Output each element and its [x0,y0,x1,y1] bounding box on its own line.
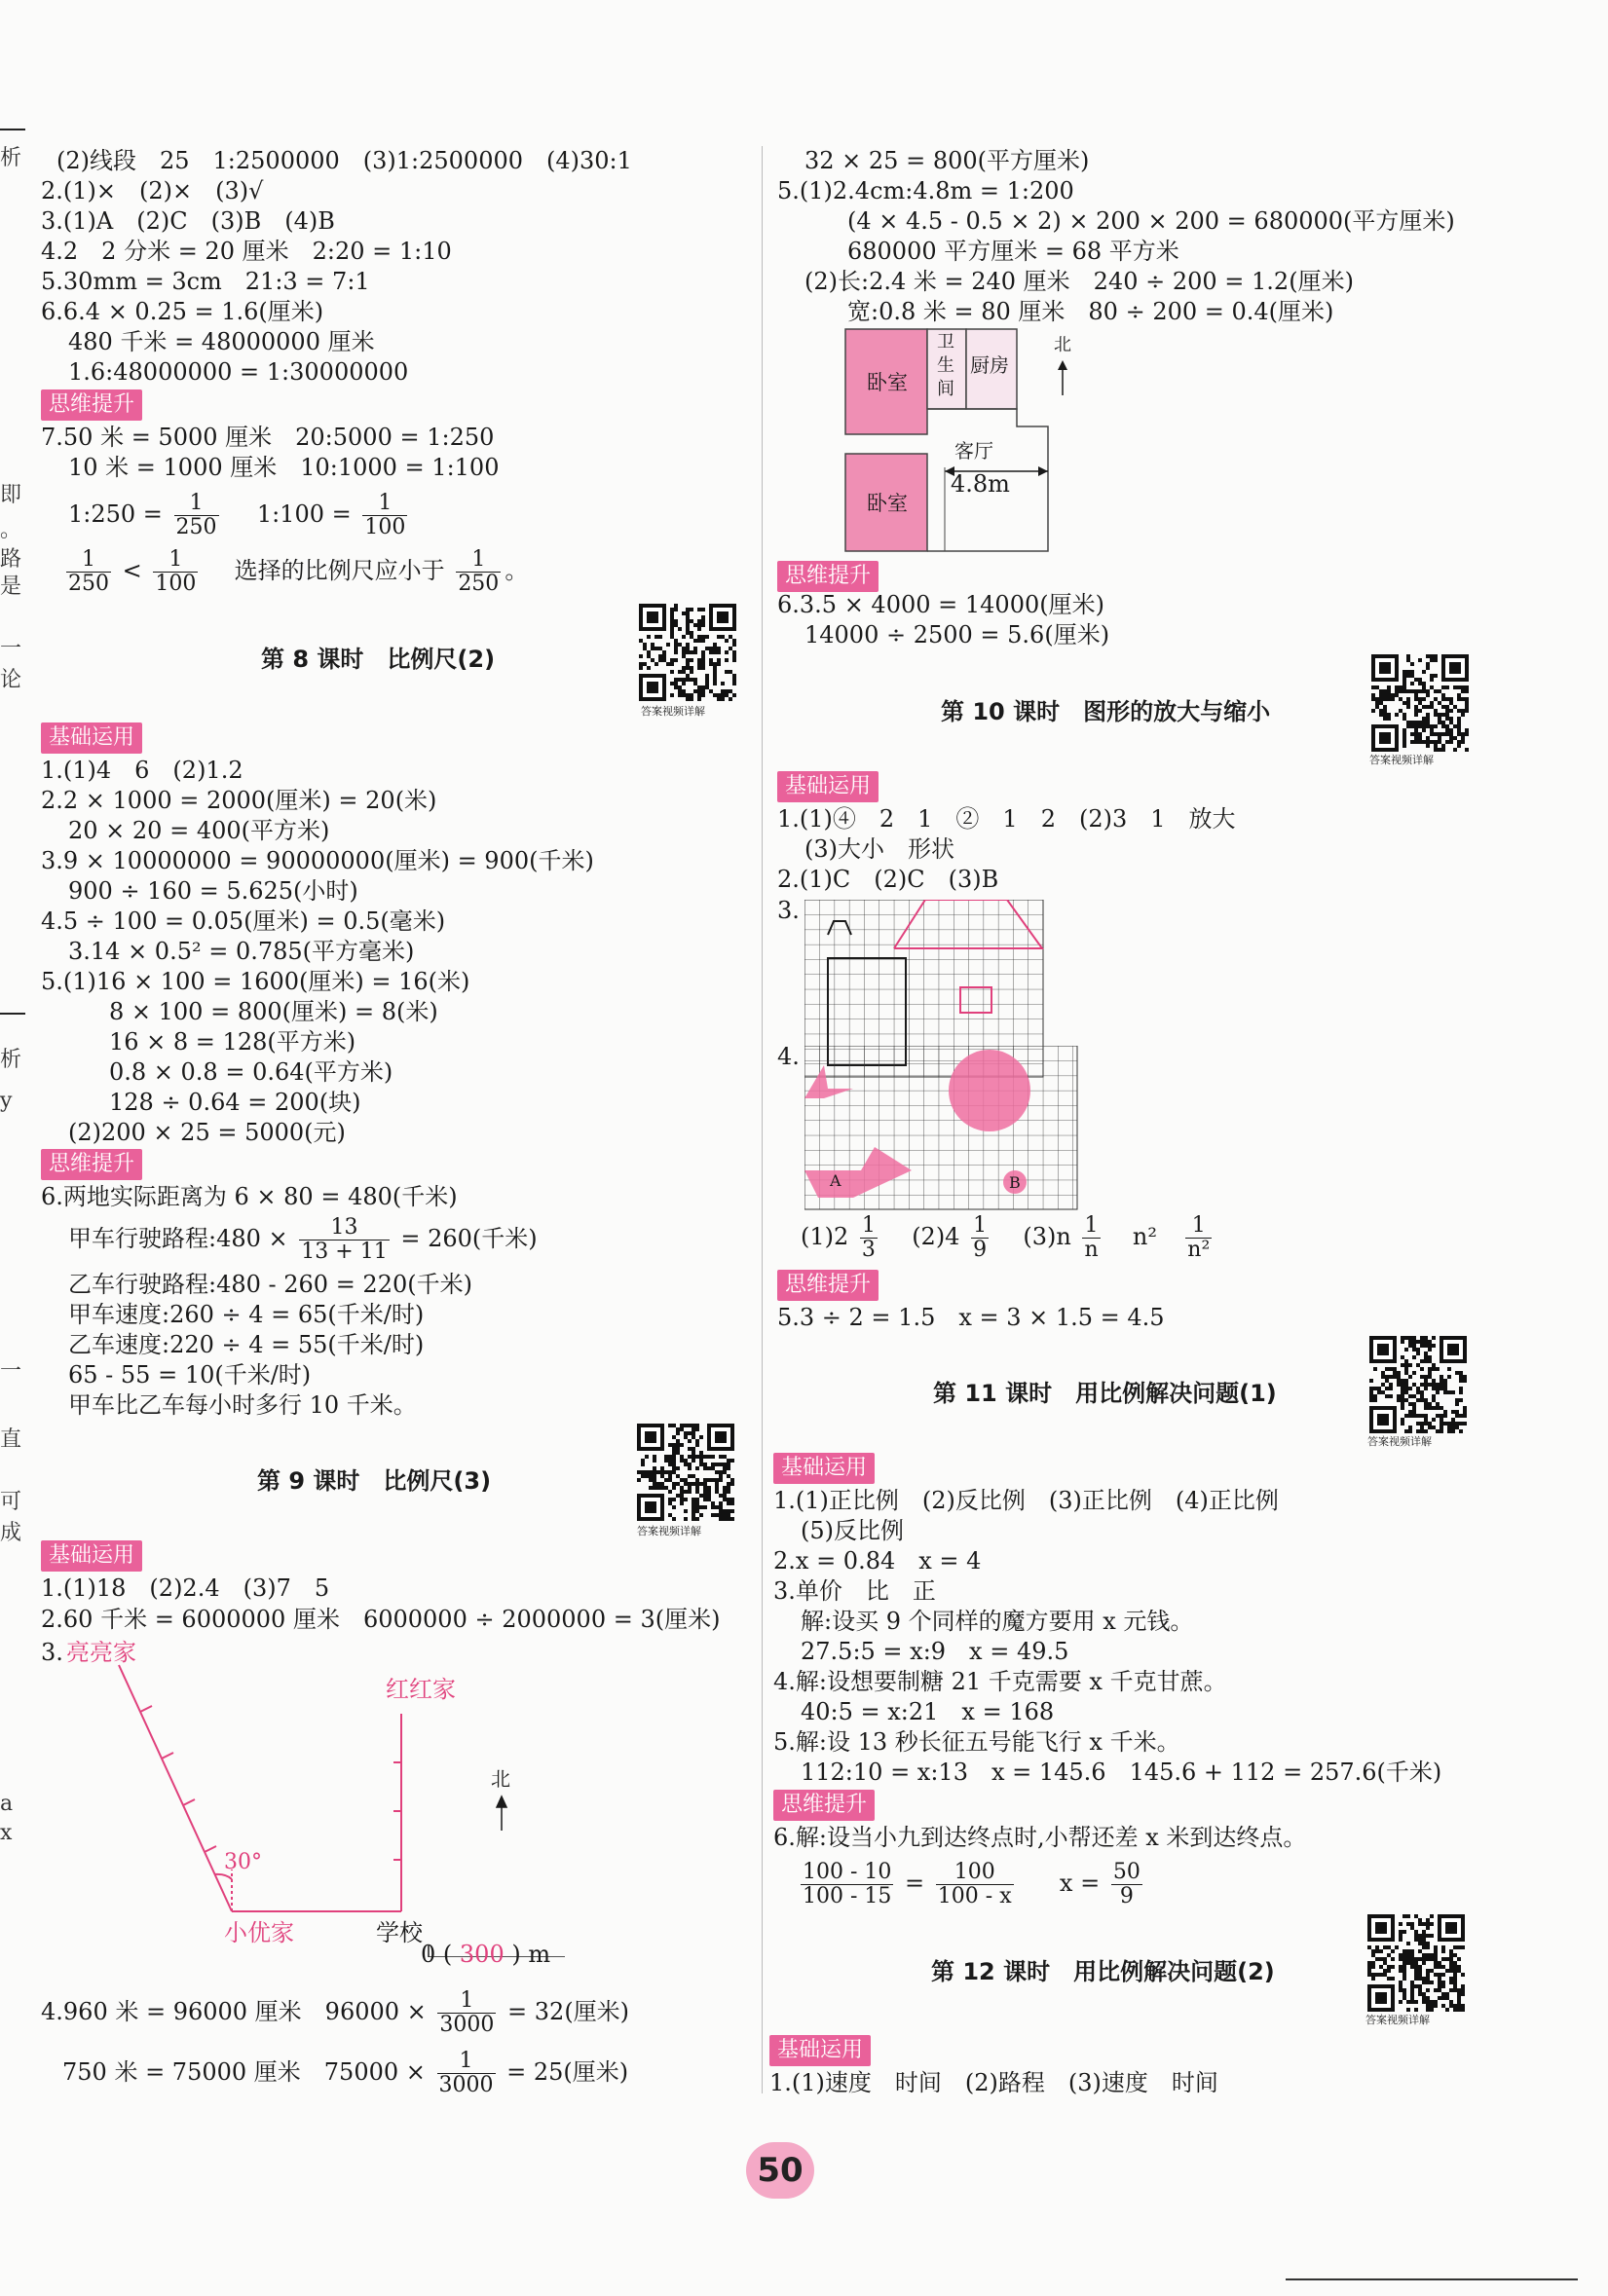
answer-line: 1.6:48000000 = 1:30000000 [68,358,409,386]
less-than: < [122,557,142,584]
answer-line: 4.解:设想要制糖 21 千克需要 x 千克甘蔗。 [773,1668,1227,1695]
answer-line: 4.5 ÷ 100 = 0.05(厘米) = 0.5(毫米) [41,907,446,935]
kitchen-label: 厨房 [970,353,1009,377]
question-number: 4. [777,1043,800,1070]
answer-line: 14000 ÷ 2500 = 5.6(厘米) [804,621,1110,648]
ratio-row: (1)2 $\frac{1}{3}$ (2)4 $\frac{1}{9}$ (3)n $\frac{1}{n}$ n² $\frac{1}{\text{n²}}$ [801,1213,1211,1262]
edge-rule [0,129,25,130]
map-diagram [58,1636,643,1957]
grid-figure-4 [804,1046,1079,1215]
bottom-rule [1286,2278,1578,2280]
qr-caption: 答案视频详解 [637,1525,701,1537]
answer-line: 6.6.4 × 0.25 = 1.6(厘米) [41,298,324,325]
answer-line: 2.(1)C (2)C (3)B [777,866,999,893]
jichu-tag: 基础运用 [41,722,142,754]
answer-line: (2)线段 25 1:2500000 (3)1:2500000 (4)30:1 [56,147,632,174]
section-title-10: 第 10 课时 图形的放大与缩小 [941,698,1271,725]
answer-line: 900 ÷ 160 = 5.625(小时) [68,877,358,905]
edge-char: a [0,1792,14,1816]
siwei-tag: 思维提升 [777,1270,879,1301]
edge-char: 即 [0,483,22,507]
section-title-8: 第 8 课时 比例尺(2) [261,646,496,673]
fraction: $\frac{100}{100 - x}$ [937,1860,1012,1908]
answer-line: 65 - 55 = 10(千米/时) [68,1361,312,1389]
siwei-tag: 思维提升 [773,1790,875,1821]
school-label: 学校 [376,1919,423,1946]
floor-plan [843,327,1097,557]
honghong-home-label: 红红家 [386,1676,456,1703]
liangliang-home-label: 亮亮家 [66,1639,136,1666]
jichu-tag: 基础运用 [41,1540,142,1572]
answer-line: 甲车速度:260 ÷ 4 = 65(千米/时) [68,1301,425,1328]
edge-rule [0,1013,25,1015]
point-b-label: B [1009,1173,1021,1192]
answer-line: (2)长:2.4 米 = 240 厘米 240 ÷ 200 = 1.2(厘米) [804,268,1354,295]
edge-char: 论 [0,668,22,692]
answer-line: 5.(1)16 × 100 = 1600(厘米) = 16(米) [41,968,470,995]
answer-line: 6.解:设当小九到达终点时,小帮还差 x 米到达终点。 [773,1824,1307,1851]
answer-line: 1.(1)速度 时间 (2)路程 (3)速度 时间 [769,2069,1218,2096]
answer-line: 32 × 25 = 800(平方厘米) [804,147,1090,174]
equation-row: $\frac{100 - 10}{100 - 15}$ = $\frac{100}{100 - x}$ x = $\frac{50}{9}$ [803,1860,1141,1908]
edge-char: 成 [0,1521,22,1545]
answer-line: 乙车行驶路程:480 - 260 = 220(千米) [68,1271,472,1298]
fraction: $\frac{13}{13 + 11}$ [301,1215,388,1264]
answer-line: 112:10 = x:13 x = 145.6 145.6 + 112 = 257.6(千米) [801,1759,1442,1786]
edge-char: 。 [0,518,22,542]
edge-char: 一 [0,637,22,661]
angle-label: 30° [224,1850,262,1874]
bedroom-label: 卧室 [867,492,908,515]
answer-line: 2.60 千米 = 6000000 厘米 6000000 ÷ 2000000 = 3(厘米) [41,1606,721,1633]
answer-line: 3.单价 比 正 [773,1577,936,1605]
fraction: $\frac{1}{3}$ [861,1213,876,1262]
bedroom-label: 卧室 [867,371,908,394]
fraction: $\frac{1}{250}$ [458,547,500,596]
qr-code-icon [1367,1914,1465,2012]
edge-char: 析 [0,1048,22,1072]
fraction-compare: $\frac{1}{250}$ < $\frac{1}{100}$ 选择的比例尺应小于 $\frac{1}{250}$ 。 [68,547,529,596]
answer-line: 5.(1)2.4cm:4.8m = 1:200 [777,177,1074,204]
answer-line: 2.2 × 1000 = 2000(厘米) = 20(米) [41,787,437,814]
section-title-12: 第 12 课时 用比例解决问题(2) [931,1958,1275,1985]
jichu-tag: 基础运用 [769,2035,871,2066]
answer-line: 128 ÷ 0.64 = 200(块) [109,1089,361,1116]
xiaoyou-home-label: 小优家 [224,1919,294,1946]
fraction: $\frac{1}{\text{n²}}$ [1187,1213,1211,1262]
answer-line: 3.14 × 0.5² = 0.785(平方毫米) [68,938,415,965]
fraction: $\frac{1}{250}$ [68,547,109,596]
qr-caption: 答案视频详解 [1365,2014,1430,2026]
answer-line: 2.x = 0.84 x = 4 [773,1547,982,1574]
fraction: $\frac{1}{3000}$ [439,1988,495,2037]
answer-line: 5.3 ÷ 2 = 1.5 x = 3 × 1.5 = 4.5 [777,1304,1165,1331]
answer-line: 5.解:设 13 秒长征五号能飞行 x 千米。 [773,1728,1180,1756]
siwei-tag: 思维提升 [41,1149,142,1180]
answer-line: 10 米 = 1000 厘米 10:1000 = 1:100 [68,454,500,481]
fraction: $\frac{100 - 10}{100 - 15}$ [803,1860,892,1908]
fraction: $\frac{1}{n}$ [1084,1213,1099,1262]
scale-bar: 0 ( 300 ) m [421,1941,551,1968]
edge-char: y [0,1089,13,1113]
fraction-row: 甲车行驶路程:480 × $\frac{13}{13 + 11}$ = 260(千米) [68,1215,538,1264]
qr-caption: 答案视频详解 [641,705,705,718]
edge-char: x [0,1821,13,1845]
answer-line: 2.(1)× (2)× (3)√ [41,177,264,204]
fraction-row [68,487,411,541]
question-number: 3. [777,897,800,924]
answer-line: 1.(1)18 (2)2.4 (3)7 5 [41,1574,330,1602]
north-label: 北 [491,1767,510,1791]
point-a-label: A [830,1171,841,1190]
answer-line: (5)反比例 [801,1517,904,1544]
fraction: $\frac{1}{9}$ [973,1213,988,1262]
section-title-9: 第 9 课时 比例尺(3) [257,1467,492,1495]
jichu-tag: 基础运用 [777,771,879,802]
qr-code-icon [1369,1336,1467,1433]
answer-line: (4 × 4.5 - 0.5 × 2) × 200 × 200 = 680000(平方厘米) [847,207,1455,235]
edge-char: 是 [0,574,22,599]
answer-line: 6.两地实际距离为 6 × 80 = 480(千米) [41,1183,458,1210]
answer-line: 1.(1)正比例 (2)反比例 (3)正比例 (4)正比例 [773,1487,1279,1514]
text: 选择的比例尺应小于 [234,557,445,584]
answer-line: 40:5 = x:21 x = 168 [801,1698,1055,1725]
fraction-row: 750 米 = 75000 厘米 75000 × $\frac{1}{3000}$ = 25(厘米) [62,2049,629,2097]
answer-line: 解:设买 9 个同样的魔方要用 x 元钱。 [801,1608,1194,1635]
edge-char: 可 [0,1490,22,1514]
answer-line: 宽:0.8 米 = 80 厘米 80 ÷ 200 = 0.4(厘米) [847,298,1334,325]
dimension-label: 4.8m [951,470,1010,498]
column-divider [762,146,763,2093]
text: 1:250 = [68,500,163,528]
siwei-tag: 思维提升 [41,389,142,421]
answer-line: (2)200 × 25 = 5000(元) [68,1119,346,1146]
answer-line: 3.9 × 10000000 = 90000000(厘米) = 900(千米) [41,847,594,874]
answer-line: 3.(1)A (2)C (3)B (4)B [41,207,335,235]
question-number: 3. [41,1639,63,1666]
edge-char: 直 [0,1427,22,1452]
answer-line: 乙车速度:220 ÷ 4 = 55(千米/时) [68,1331,425,1358]
answer-line: 6.3.5 × 4000 = 14000(厘米) [777,591,1104,618]
qr-code-icon [1371,654,1469,752]
answer-line: 0.8 × 0.8 = 0.64(平方米) [109,1058,393,1086]
fraction: $\frac{1}{100}$ [364,491,406,539]
edge-char: 一 [0,1359,22,1384]
answer-line: 1.(1)4 6 (2)1.2 [41,757,243,784]
answer-line: 1.(1)④ 2 1 ② 1 2 (2)3 1 放大 [777,805,1236,833]
fraction: $\frac{1}{100}$ [155,547,197,596]
fraction: $\frac{1}{3000}$ [438,2049,494,2097]
fraction: $\frac{1}{250}$ [175,491,217,539]
text: 1:100 = [256,500,352,528]
answer-line: 20 × 20 = 400(平方米) [68,817,330,844]
answer-line: 480 千米 = 48000000 厘米 [68,328,375,355]
jichu-tag: 基础运用 [773,1453,875,1484]
fraction-row: 4.960 米 = 96000 厘米 96000 × $\frac{1}{3000}$ = 32(厘米) [41,1988,630,2037]
north-label: 北 [1054,335,1071,355]
qr-caption: 答案视频详解 [1367,1435,1432,1448]
section-title-11: 第 11 课时 用比例解决问题(1) [933,1380,1277,1407]
edge-char: 路 [0,547,22,572]
answer-line: 4.2 2 分米 = 20 厘米 2:20 = 1:10 [41,238,452,265]
answer-line: 680000 平方厘米 = 68 平方米 [847,238,1179,265]
answer-line: 27.5:5 = x:9 x = 49.5 [801,1638,1069,1665]
page-number: 50 [746,2142,814,2199]
siwei-tag: 思维提升 [777,561,879,592]
answer-line: 5.30mm = 3cm 21:3 = 7:1 [41,268,370,295]
answer-line: 8 × 100 = 800(厘米) = 8(米) [109,998,438,1025]
qr-code-icon [637,1424,734,1521]
qr-code-icon [639,604,736,701]
fraction: $\frac{50}{9}$ [1112,1860,1141,1908]
answer-line: (3)大小 形状 [804,835,954,863]
edge-char: 析 [0,146,22,170]
qr-caption: 答案视频详解 [1369,754,1434,766]
answer-line: 7.50 米 = 5000 厘米 20:5000 = 1:250 [41,424,495,451]
living-room-label: 客厅 [954,439,993,463]
bathroom-label: 卫生间 [937,332,954,399]
answer-line: 16 × 8 = 128(平方米) [109,1028,356,1055]
answer-line: 甲车比乙车每小时多行 10 千米。 [68,1391,417,1419]
